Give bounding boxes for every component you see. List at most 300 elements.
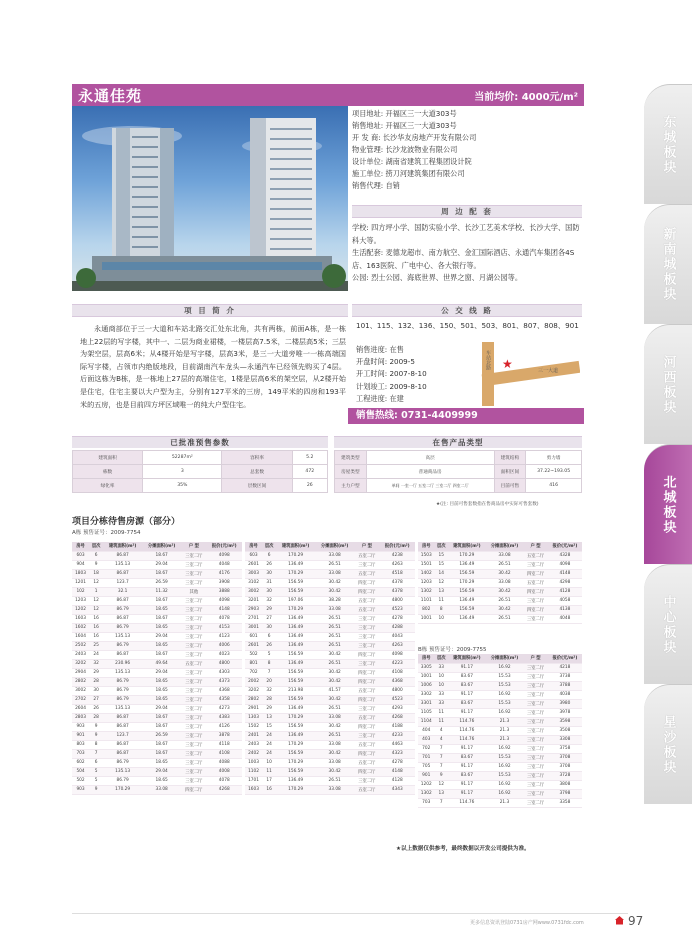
table-cell: 114.76 [448, 717, 486, 726]
table-cell: 41.57 [315, 686, 354, 695]
tab-new-south[interactable] [644, 204, 692, 324]
table-cell: 28 [89, 677, 103, 686]
table-cell: 18.67 [142, 569, 181, 578]
table-header-row [72, 542, 242, 551]
table-cell: 1202 [72, 605, 89, 614]
table-cell: 3598 [548, 717, 582, 726]
table-cell: 16.92 [486, 690, 524, 699]
table-cell: 83.67 [448, 681, 486, 690]
table-cell: 2702 [72, 695, 89, 704]
table-cell: 18.65 [142, 758, 181, 767]
table-row [72, 605, 242, 614]
column-header: 层次 [89, 542, 103, 551]
info-address: 项目地址: 开福区三一大道303号 [352, 109, 457, 118]
units-table-a2 [245, 542, 415, 795]
map-road2: 三一大道 [538, 368, 559, 374]
table-cell: 11 [435, 596, 449, 605]
column-header: 层次 [262, 542, 276, 551]
table-cell: 四室二厅 [354, 767, 379, 776]
table-cell: 136.49 [276, 641, 315, 650]
table-cell: 86.87 [103, 650, 142, 659]
table-cell: 11.32 [142, 587, 181, 596]
table-cell: 3708 [548, 762, 582, 771]
table-cell: 4118 [207, 740, 242, 749]
approved-table [72, 450, 328, 493]
table-cell: 3202 [245, 686, 262, 695]
table-cell: 三室二厅 [354, 632, 379, 641]
table-cell: 4268 [380, 713, 415, 722]
table-cell: 801 [245, 659, 262, 668]
table-cell: 16 [89, 623, 103, 632]
table-cell: 18.67 [142, 749, 181, 758]
table-cell: 2903 [245, 605, 262, 614]
table-cell: 30.42 [315, 668, 354, 677]
table-row [72, 578, 242, 587]
table-cell: 114.76 [448, 726, 486, 735]
table-cell: 16 [89, 632, 103, 641]
table-cell: 四室二厅 [354, 650, 379, 659]
table-cell: 1001 [418, 614, 435, 623]
table-cell: 7 [435, 753, 449, 762]
table-cell: 三室二厅 [354, 623, 379, 632]
table-row [72, 776, 242, 785]
table-cell: 五室二厅 [354, 758, 379, 767]
table-cell: 五室二厅 [523, 578, 548, 587]
table-cell: 4328 [548, 551, 582, 560]
table-cell: 三室二厅 [181, 695, 206, 704]
cell: 容积率 [222, 451, 292, 465]
tab-east[interactable] [644, 84, 692, 204]
table-cell: 18.67 [142, 596, 181, 605]
table-cell: 4518 [380, 569, 415, 578]
table-cell: 20 [262, 677, 276, 686]
table-cell: 904 [72, 560, 89, 569]
table-cell: 13 [435, 789, 449, 798]
cell: 472 [292, 465, 327, 479]
units-table-b [418, 654, 582, 808]
table-row [418, 587, 582, 596]
table-cell: 4108 [380, 668, 415, 677]
table-cell: 4288 [380, 623, 415, 632]
table-cell: 2802 [72, 677, 89, 686]
table-cell: 1701 [245, 776, 262, 785]
table-row [72, 695, 242, 704]
table-row [245, 659, 415, 668]
table-cell: 8 [262, 659, 276, 668]
column-header: 报价(元/m²) [207, 542, 242, 551]
table-cell: 三室二厅 [181, 641, 206, 650]
table-cell: 3980 [548, 699, 582, 708]
table-cell: 30.42 [315, 677, 354, 686]
table-cell: 3808 [548, 780, 582, 789]
table-cell: 170.29 [276, 758, 315, 767]
table-cell: 4038 [548, 690, 582, 699]
table-row [418, 560, 582, 569]
table-cell: 903 [72, 785, 89, 794]
table-cell: 3201 [245, 596, 262, 605]
table-cell: 156.59 [276, 578, 315, 587]
table-cell: 230.96 [103, 659, 142, 668]
table-cell: 四室二厅 [354, 722, 379, 731]
table-cell: 170.29 [276, 713, 315, 722]
table-cell: 16 [262, 785, 276, 794]
around-schools: 学校: 四方坪小学、国防实验小学、长沙工艺美术学校、长沙大学、国防科大等。 [352, 223, 580, 245]
table-cell: 27 [262, 614, 276, 623]
table-cell: 86.87 [103, 740, 142, 749]
tab-hexi[interactable] [644, 324, 692, 444]
table-cell: 32 [262, 596, 276, 605]
table-cell: 136.49 [276, 704, 315, 713]
cell: 37.22~193.05 [526, 465, 582, 479]
table-cell: 三室二厅 [181, 596, 206, 605]
table-row [72, 641, 242, 650]
info-construction: 施工单位: 捞刀河建筑集团有限公司 [352, 169, 465, 178]
table-cell: 9 [89, 722, 103, 731]
table-cell: 4188 [380, 722, 415, 731]
column-header: 分摊面积(m²) [486, 654, 524, 663]
table-cell: 901 [72, 731, 89, 740]
table-row [245, 632, 415, 641]
table-cell: 705 [418, 762, 435, 771]
table-cell: 16 [89, 614, 103, 623]
bus-lines: 101、115、132、136、150、501、503、801、807、808、901 [356, 321, 579, 330]
table-cell: 2601 [245, 641, 262, 650]
table-cell: 15 [435, 560, 449, 569]
table-cell: 三室二厅 [523, 690, 548, 699]
table-row [245, 641, 415, 650]
cell: 35% [143, 479, 222, 493]
table-cell: 18.65 [142, 776, 181, 785]
table-row [72, 650, 242, 659]
table-cell: 2403 [245, 740, 262, 749]
table-cell: 4006 [207, 641, 242, 650]
table-cell: 4238 [380, 551, 415, 560]
table-cell: 三室二厅 [523, 798, 548, 807]
table-row [72, 596, 242, 605]
column-header: 层次 [435, 542, 449, 551]
table-cell: 13 [262, 713, 276, 722]
bus-title: 公 交 线 路 [352, 304, 582, 317]
table-cell: 33.08 [486, 578, 524, 587]
table-cell: 2403 [72, 650, 89, 659]
table-cell: 3728 [548, 771, 582, 780]
table-cell: 四室二厅 [354, 749, 379, 758]
table-cell: 123.7 [103, 731, 142, 740]
table-cell: 4128 [548, 587, 582, 596]
table-cell: 24 [89, 650, 103, 659]
tab-label: 星沙板块 [660, 714, 676, 775]
table-row [335, 479, 582, 493]
table-cell: 703 [72, 749, 89, 758]
table-cell: 1201 [72, 578, 89, 587]
table-cell: 91.17 [448, 762, 486, 771]
cell: 栋数 [73, 465, 143, 479]
table-cell: 170.29 [448, 578, 486, 587]
table-cell: 4298 [548, 578, 582, 587]
table-cell: 4383 [207, 713, 242, 722]
tab-xingsha[interactable] [644, 684, 692, 804]
table-row [72, 614, 242, 623]
table-cell: 5 [89, 767, 103, 776]
permit-b: B栋 预售证号：2009-7755 [418, 647, 487, 653]
table-cell: 4373 [207, 677, 242, 686]
table-cell: 30 [262, 569, 276, 578]
approved-title: 已批准预售参数 [72, 436, 328, 448]
building-photo [72, 106, 348, 291]
table-cell: 91.17 [448, 789, 486, 798]
table-cell: 91.17 [448, 744, 486, 753]
table-cell: 三室二厅 [181, 758, 206, 767]
cell: 房屋类型 [335, 465, 367, 479]
table-cell: 三室二厅 [181, 614, 206, 623]
table-row [335, 451, 582, 465]
table-cell: 1001 [418, 672, 435, 681]
page-number: 97 [628, 914, 644, 928]
table-cell: 12 [435, 578, 449, 587]
table-row [418, 780, 582, 789]
column-header: 分摊面积(m²) [315, 542, 354, 551]
table-cell: 136.49 [276, 776, 315, 785]
table-cell: 5 [89, 776, 103, 785]
table-cell: 四室二厅 [354, 668, 379, 677]
table-cell: 123.7 [103, 578, 142, 587]
table-cell: 4303 [207, 668, 242, 677]
column-header: 分摊面积(m²) [142, 542, 181, 551]
table-cell: 三室二厅 [181, 704, 206, 713]
start-date: 开工时间: 2007-8-10 [356, 369, 427, 379]
column-header: 分摊面积(m²) [486, 542, 524, 551]
table-cell: 三室二厅 [181, 569, 206, 578]
table-cell: 三室二厅 [523, 771, 548, 780]
table-cell: 4378 [380, 578, 415, 587]
table-cell: 86.87 [103, 551, 142, 560]
table-cell: 18.65 [142, 695, 181, 704]
map-road1: 车站北路 [485, 350, 491, 370]
table-row [418, 614, 582, 623]
column-header: 建筑面积(m²) [276, 542, 315, 551]
table-row [418, 798, 582, 807]
table-cell: 三室二厅 [523, 744, 548, 753]
table-cell: 18.67 [142, 713, 181, 722]
table-cell: 4048 [207, 560, 242, 569]
sales-hotline: 销售热线: 0731-4409999 [348, 408, 584, 424]
table-cell: 86.87 [103, 569, 142, 578]
table-cell: 4108 [207, 749, 242, 758]
table-cell: 三室二厅 [523, 780, 548, 789]
table-cell: 33.08 [315, 740, 354, 749]
onsale-title: 在售产品类型 [334, 436, 582, 448]
cell: 建筑结构 [494, 451, 526, 465]
table-cell: 3758 [548, 744, 582, 753]
table-row [418, 735, 582, 744]
table-cell: 18.67 [142, 722, 181, 731]
around-title: 周 边 配 套 [352, 205, 582, 218]
table-cell: 五室二厅 [354, 551, 379, 560]
table-cell: 4223 [380, 659, 415, 668]
table-cell: 7 [89, 749, 103, 758]
tab-north-active[interactable] [644, 444, 692, 564]
column-header: 房号 [72, 542, 89, 551]
table-cell: 1603 [245, 785, 262, 794]
table-cell: 2604 [72, 704, 89, 713]
table-cell: 29.04 [142, 767, 181, 776]
table-row [245, 722, 415, 731]
table-cell: 五室二厅 [354, 569, 379, 578]
tab-label: 北城板块 [660, 474, 676, 535]
table-cell: 1 [89, 587, 103, 596]
footnote: ★以上数据仅供参考，最终数据以开发公司提供为准。 [396, 846, 530, 852]
table-row [245, 614, 415, 623]
table-cell: 4263 [380, 641, 415, 650]
table-cell: 三室二厅 [181, 560, 206, 569]
table-cell: 三室二厅 [181, 677, 206, 686]
table-cell: 三室二厅 [523, 717, 548, 726]
units-section-title: 项目分栋待售房源（部分） [72, 517, 181, 527]
table-cell: 18.65 [142, 677, 181, 686]
table-cell: 15 [435, 551, 449, 560]
table-cell: 4800 [380, 596, 415, 605]
table-cell: 三室二厅 [181, 722, 206, 731]
table-cell: 3301 [418, 699, 435, 708]
table-cell: 6 [262, 551, 276, 560]
around-life: 生活配套: 麦德龙超市、南方航空、金汇国际酒店、永通汽车集团各4S店、163医院、广电中心、各大银行等。 [352, 248, 575, 270]
table-row [72, 668, 242, 677]
table-cell: 24 [262, 740, 276, 749]
table-cell: 18.67 [142, 614, 181, 623]
table-cell: 4378 [380, 587, 415, 596]
table-cell: 3002 [72, 686, 89, 695]
table-row [72, 569, 242, 578]
table-cell: 26.51 [315, 641, 354, 650]
table-cell: 16.92 [486, 780, 524, 789]
info-property-management: 物业管理: 长沙龙波物业有限公司 [352, 145, 458, 154]
table-cell: 30 [262, 623, 276, 632]
footer-source: 更多信息资讯登陆0731房产网www.0731fdc.com [470, 920, 584, 926]
table-cell: 四室二厅 [523, 587, 548, 596]
table-cell: 16.92 [486, 663, 524, 672]
table-cell: 7 [435, 798, 449, 807]
units-table-a1 [72, 542, 242, 795]
table-row [245, 785, 415, 794]
table-cell: 3738 [548, 672, 582, 681]
table-cell: 2601 [245, 560, 262, 569]
info-sales-address: 销售地址: 开福区三一大道303号 [352, 121, 457, 130]
table-cell: 1006 [418, 681, 435, 690]
table-cell: 7 [262, 668, 276, 677]
table-row [245, 713, 415, 722]
units-table-a3 [418, 542, 582, 624]
table-cell: 6 [262, 632, 276, 641]
table-cell: 26.51 [486, 596, 524, 605]
table-cell: 135.13 [103, 668, 142, 677]
table-row [245, 749, 415, 758]
table-cell: 2802 [245, 695, 262, 704]
table-cell: 29.04 [142, 668, 181, 677]
table-cell: 3003 [245, 569, 262, 578]
table-cell: 8 [89, 740, 103, 749]
table-cell: 15 [262, 722, 276, 731]
table-cell: 五室二厅 [354, 740, 379, 749]
table-cell: 1203 [418, 578, 435, 587]
table-cell: 1105 [418, 708, 435, 717]
table-cell: 4078 [207, 776, 242, 785]
cell: 416 [526, 479, 582, 493]
table-cell: 32.1 [103, 587, 142, 596]
around-parks: 公园: 烈士公园、海底世界、世界之窗、月湖公园等。 [352, 273, 523, 282]
table-cell: 170.29 [276, 569, 315, 578]
table-cell: 197.06 [276, 596, 315, 605]
table-cell: 102 [72, 587, 89, 596]
table-cell: 18.67 [142, 551, 181, 560]
table-cell: 4800 [380, 686, 415, 695]
table-cell: 136.49 [448, 614, 486, 623]
table-cell: 3978 [548, 708, 582, 717]
table-cell: 114.76 [448, 735, 486, 744]
table-cell: 4078 [207, 614, 242, 623]
table-cell: 三室二厅 [181, 749, 206, 758]
table-cell: 4263 [380, 560, 415, 569]
table-cell: 3308 [548, 735, 582, 744]
table-cell: 2502 [72, 641, 89, 650]
table-cell: 33.08 [315, 758, 354, 767]
table-cell: 49.64 [142, 659, 181, 668]
table-header-row [418, 654, 582, 663]
building-illustration [72, 106, 348, 291]
table-row [245, 731, 415, 740]
table-cell: 4098 [380, 650, 415, 659]
table-cell: 33.08 [315, 785, 354, 794]
table-cell: 86.87 [103, 614, 142, 623]
table-cell: 28 [262, 695, 276, 704]
table-cell: 502 [72, 776, 89, 785]
project-title: 永通佳苑 [78, 86, 143, 105]
table-cell: 170.29 [276, 740, 315, 749]
table-cell: 三室二厅 [181, 740, 206, 749]
table-cell: 21.3 [486, 726, 524, 735]
sales-progress [356, 344, 427, 405]
onsale-table [334, 450, 582, 493]
table-cell: 9 [435, 771, 449, 780]
table-cell: 135.13 [103, 632, 142, 641]
column-header: 报价(元/m²) [548, 542, 582, 551]
table-cell: 6 [89, 551, 103, 560]
table-cell: 1302 [418, 587, 435, 596]
column-header: 房号 [418, 542, 435, 551]
table-cell: 三室二厅 [523, 681, 548, 690]
table-cell: 30.42 [315, 587, 354, 596]
table-cell: 1803 [72, 569, 89, 578]
info-developer: 开 发 商: 长沙华友房地产开发有限公司 [352, 133, 477, 142]
table-cell: 三室二厅 [181, 686, 206, 695]
table-cell: 3202 [72, 659, 89, 668]
table-cell: 26.59 [142, 731, 181, 740]
table-cell: 33 [435, 663, 449, 672]
table-cell: 4148 [548, 569, 582, 578]
table-row [245, 569, 415, 578]
cell: 剪力墙 [526, 451, 582, 465]
table-cell: 31 [262, 578, 276, 587]
table-cell: 30.42 [315, 695, 354, 704]
table-row [245, 578, 415, 587]
table-cell: 4268 [207, 785, 242, 794]
table-cell: 83.67 [448, 672, 486, 681]
table-cell: 三室二厅 [181, 605, 206, 614]
tab-center[interactable] [644, 564, 692, 684]
table-cell: 五室二厅 [354, 596, 379, 605]
district-tabs [644, 84, 692, 804]
table-cell: 四室二厅 [523, 569, 548, 578]
table-cell: 156.59 [276, 668, 315, 677]
